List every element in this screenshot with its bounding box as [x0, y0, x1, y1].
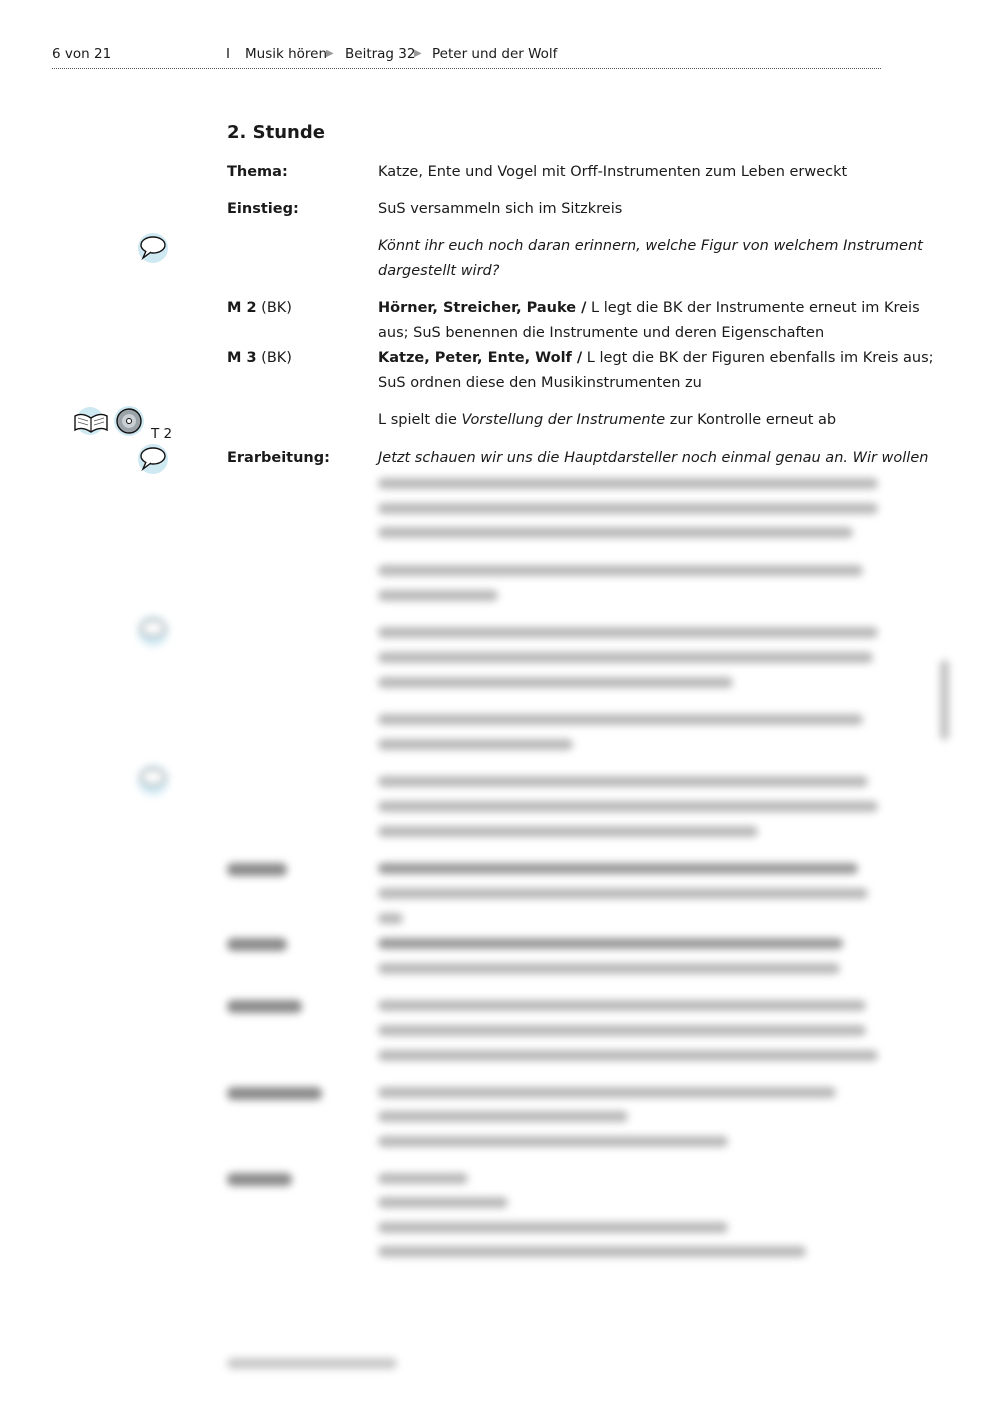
- thema-text: Katze, Ente und Vogel mit Orff-Instrumenten zum Leben erweckt: [378, 164, 848, 180]
- m2-line-1: Hörner, Streicher, Pauke / L legt die BK der Instrumente erneut im Kreis: [378, 300, 920, 316]
- einstieg-label: Einstieg:: [227, 201, 299, 217]
- m2-label: M 2 (BK): [227, 300, 292, 316]
- breadcrumb-arrow-icon: ▶: [326, 48, 334, 59]
- breadcrumb-peter-wolf: Peter und der Wolf: [432, 46, 558, 62]
- cd-icon: [111, 405, 147, 437]
- erarbeitung-text: Jetzt schauen wir uns die Hauptdarsteller noch einmal genau an. Wir wollen: [378, 450, 929, 466]
- question-line-2: dargestellt wird?: [378, 263, 500, 279]
- page-header: [52, 46, 881, 69]
- breadcrumb-arrow-icon: ▶: [414, 48, 422, 59]
- m3-line-2: SuS ordnen diese den Musikinstrumenten zu: [378, 375, 702, 391]
- m3-line-1: Katze, Peter, Ente, Wolf / L legt die BK der Figuren ebenfalls im Kreis aus;: [378, 350, 934, 366]
- m2-line-2: aus; SuS benennen die Instrumente und deren Eigenschaften: [378, 325, 825, 341]
- thema-label: Thema:: [227, 164, 288, 180]
- question-line-1: Könnt ihr euch noch daran erinnern, welche Figur von welchem Instrument: [378, 238, 923, 254]
- page-number: 6 von 21: [52, 46, 112, 62]
- m3-label: M 3 (BK): [227, 350, 292, 366]
- erarbeitung-label: Erarbeitung:: [227, 450, 330, 466]
- book-icon: [72, 406, 110, 436]
- l-plays-text: L spielt die Vorstellung der Instrumente zur Kontrolle erneut ab: [378, 412, 837, 428]
- speech-bubble-icon: [135, 443, 171, 475]
- track-label: T 2: [151, 426, 173, 442]
- breadcrumb-musik-hoeren: Musik hören: [245, 46, 328, 62]
- speech-bubble-icon: [135, 232, 171, 264]
- breadcrumb-beitrag: Beitrag 32: [345, 46, 416, 62]
- lesson-title: 2. Stunde: [227, 122, 325, 143]
- speech-bubble-icon: [135, 615, 171, 647]
- speech-bubble-icon: [135, 764, 171, 796]
- einstieg-text: SuS versammeln sich im Sitzkreis: [378, 201, 623, 217]
- section-mark: I: [226, 46, 230, 62]
